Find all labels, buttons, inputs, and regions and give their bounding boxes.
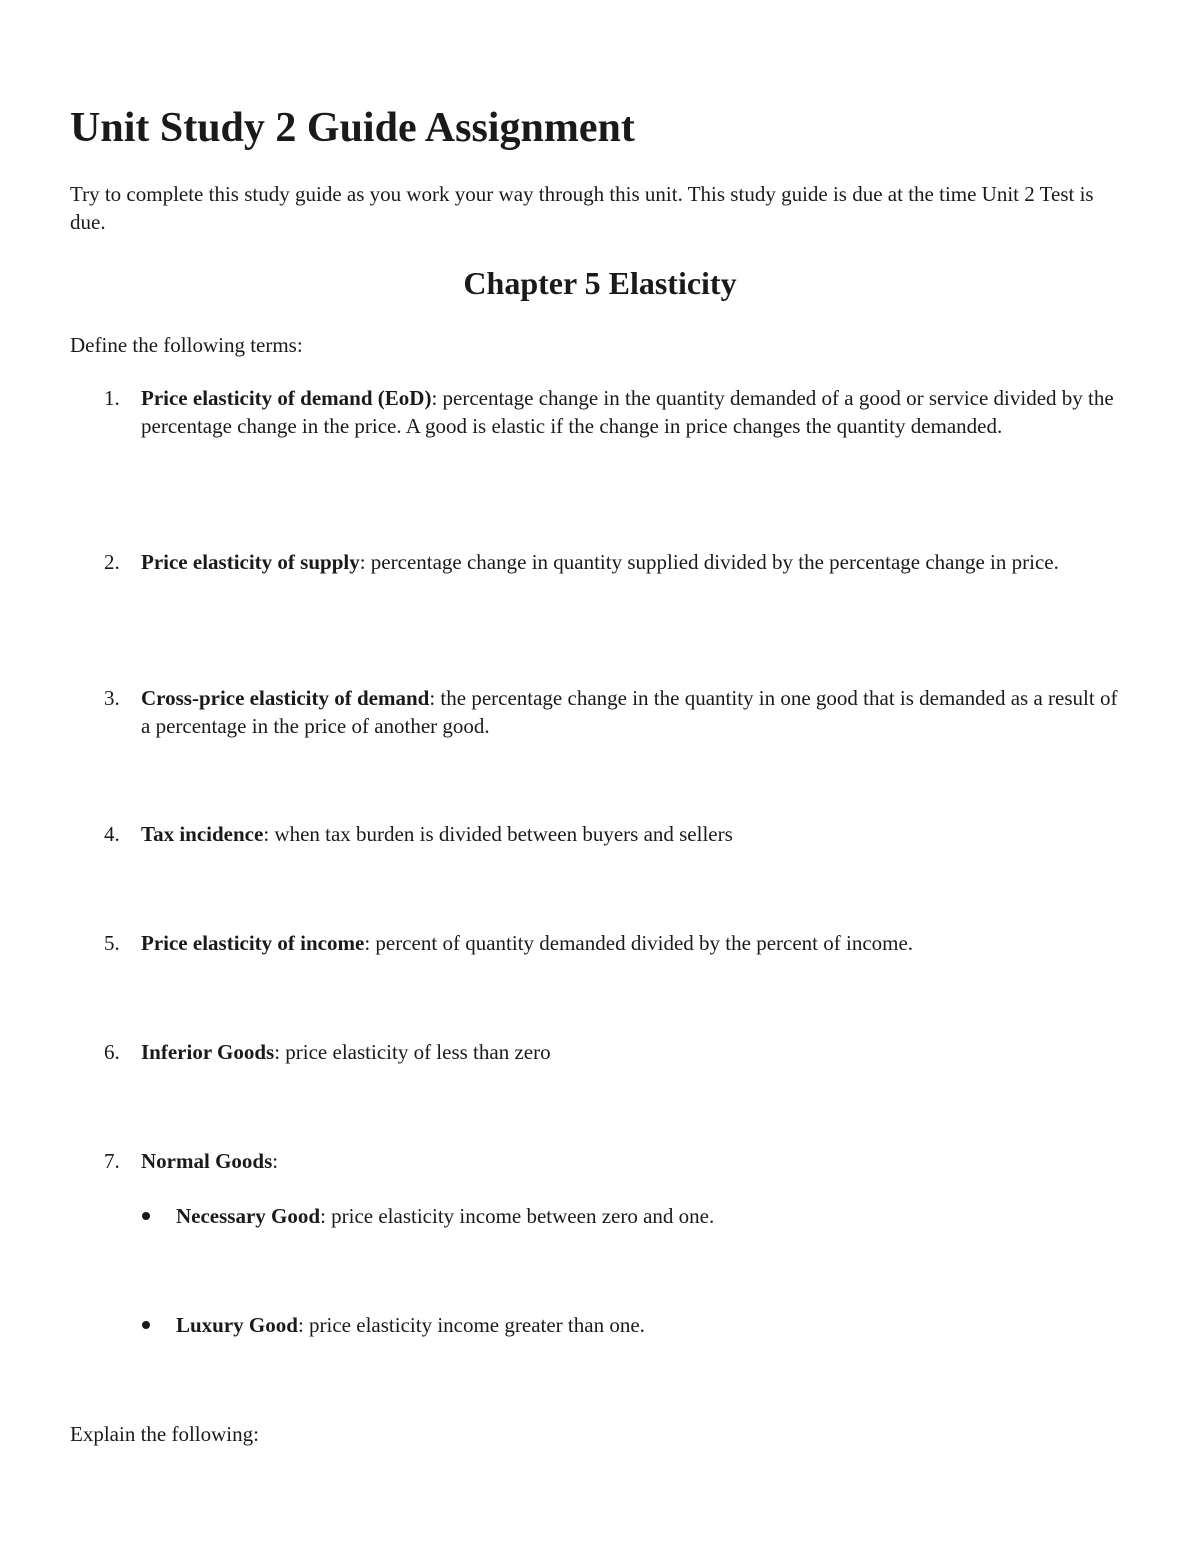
term-number: 2. [104,550,120,574]
term-number: 7. [104,1149,120,1173]
term-item-6 [104,1038,1124,1066]
term-number: 1. [104,386,120,410]
term-number: 3. [104,686,120,710]
define-prompt: Define the following terms: [70,333,303,357]
term-definition: : [272,1149,279,1173]
term-name: Normal Goods [141,1149,273,1173]
sub-term-item-2 [140,1311,1120,1339]
sub-term-item-1 [140,1202,1120,1230]
term-item-3 [104,684,1124,740]
bullet-icon [142,1321,150,1329]
term-name: Cross-price elasticity of demand [141,686,430,710]
term-name: Price elasticity of supply [141,550,360,574]
term-item-7 [104,1147,1124,1175]
term-item-2 [104,548,1124,576]
term-number: 6. [104,1040,120,1064]
sub-term-name: Luxury Good [176,1313,298,1337]
bullet-icon [142,1212,150,1220]
sub-term-name: Necessary Good [176,1204,321,1228]
term-number: 5. [104,931,120,955]
term-definition: : percentage change in quantity supplied divided by the percentage change in price. [359,550,1059,574]
sub-term-definition: : price elasticity income greater than one. [297,1313,645,1337]
chapter-heading: Chapter 5 Elasticity [463,265,737,301]
term-definition: : the percentage change in the quantity in one good that is demanded as a result of a percentage in the price of another good. [141,686,1118,738]
explain-prompt: Explain the following: [70,1422,259,1446]
term-number: 4. [104,822,120,846]
sub-term-definition: : price elasticity income between zero and one. [320,1204,715,1228]
intro-paragraph: Try to complete this study guide as you work your way through this unit. This study guide is due at the time Unit 2 Test is due. [70,182,1094,234]
term-item-1 [104,384,1124,440]
term-name: Inferior Goods [141,1040,275,1064]
term-item-4 [104,820,1124,848]
term-definition: : percent of quantity demanded divided by the percent of income. [364,931,914,955]
term-definition: : percentage change in the quantity demanded of a good or service divided by the percentage change in the price. A good is elastic if the change in price changes the quantity demanded. [141,386,1114,438]
term-name: Price elasticity of demand (EoD) [141,386,432,410]
document-title: Unit Study 2 Guide Assignment [70,105,635,151]
term-name: Tax incidence [141,822,264,846]
term-definition: : price elasticity of less than zero [274,1040,551,1064]
term-definition: : when tax burden is divided between buyers and sellers [263,822,733,846]
term-item-5 [104,929,1124,957]
term-name: Price elasticity of income [141,931,365,955]
